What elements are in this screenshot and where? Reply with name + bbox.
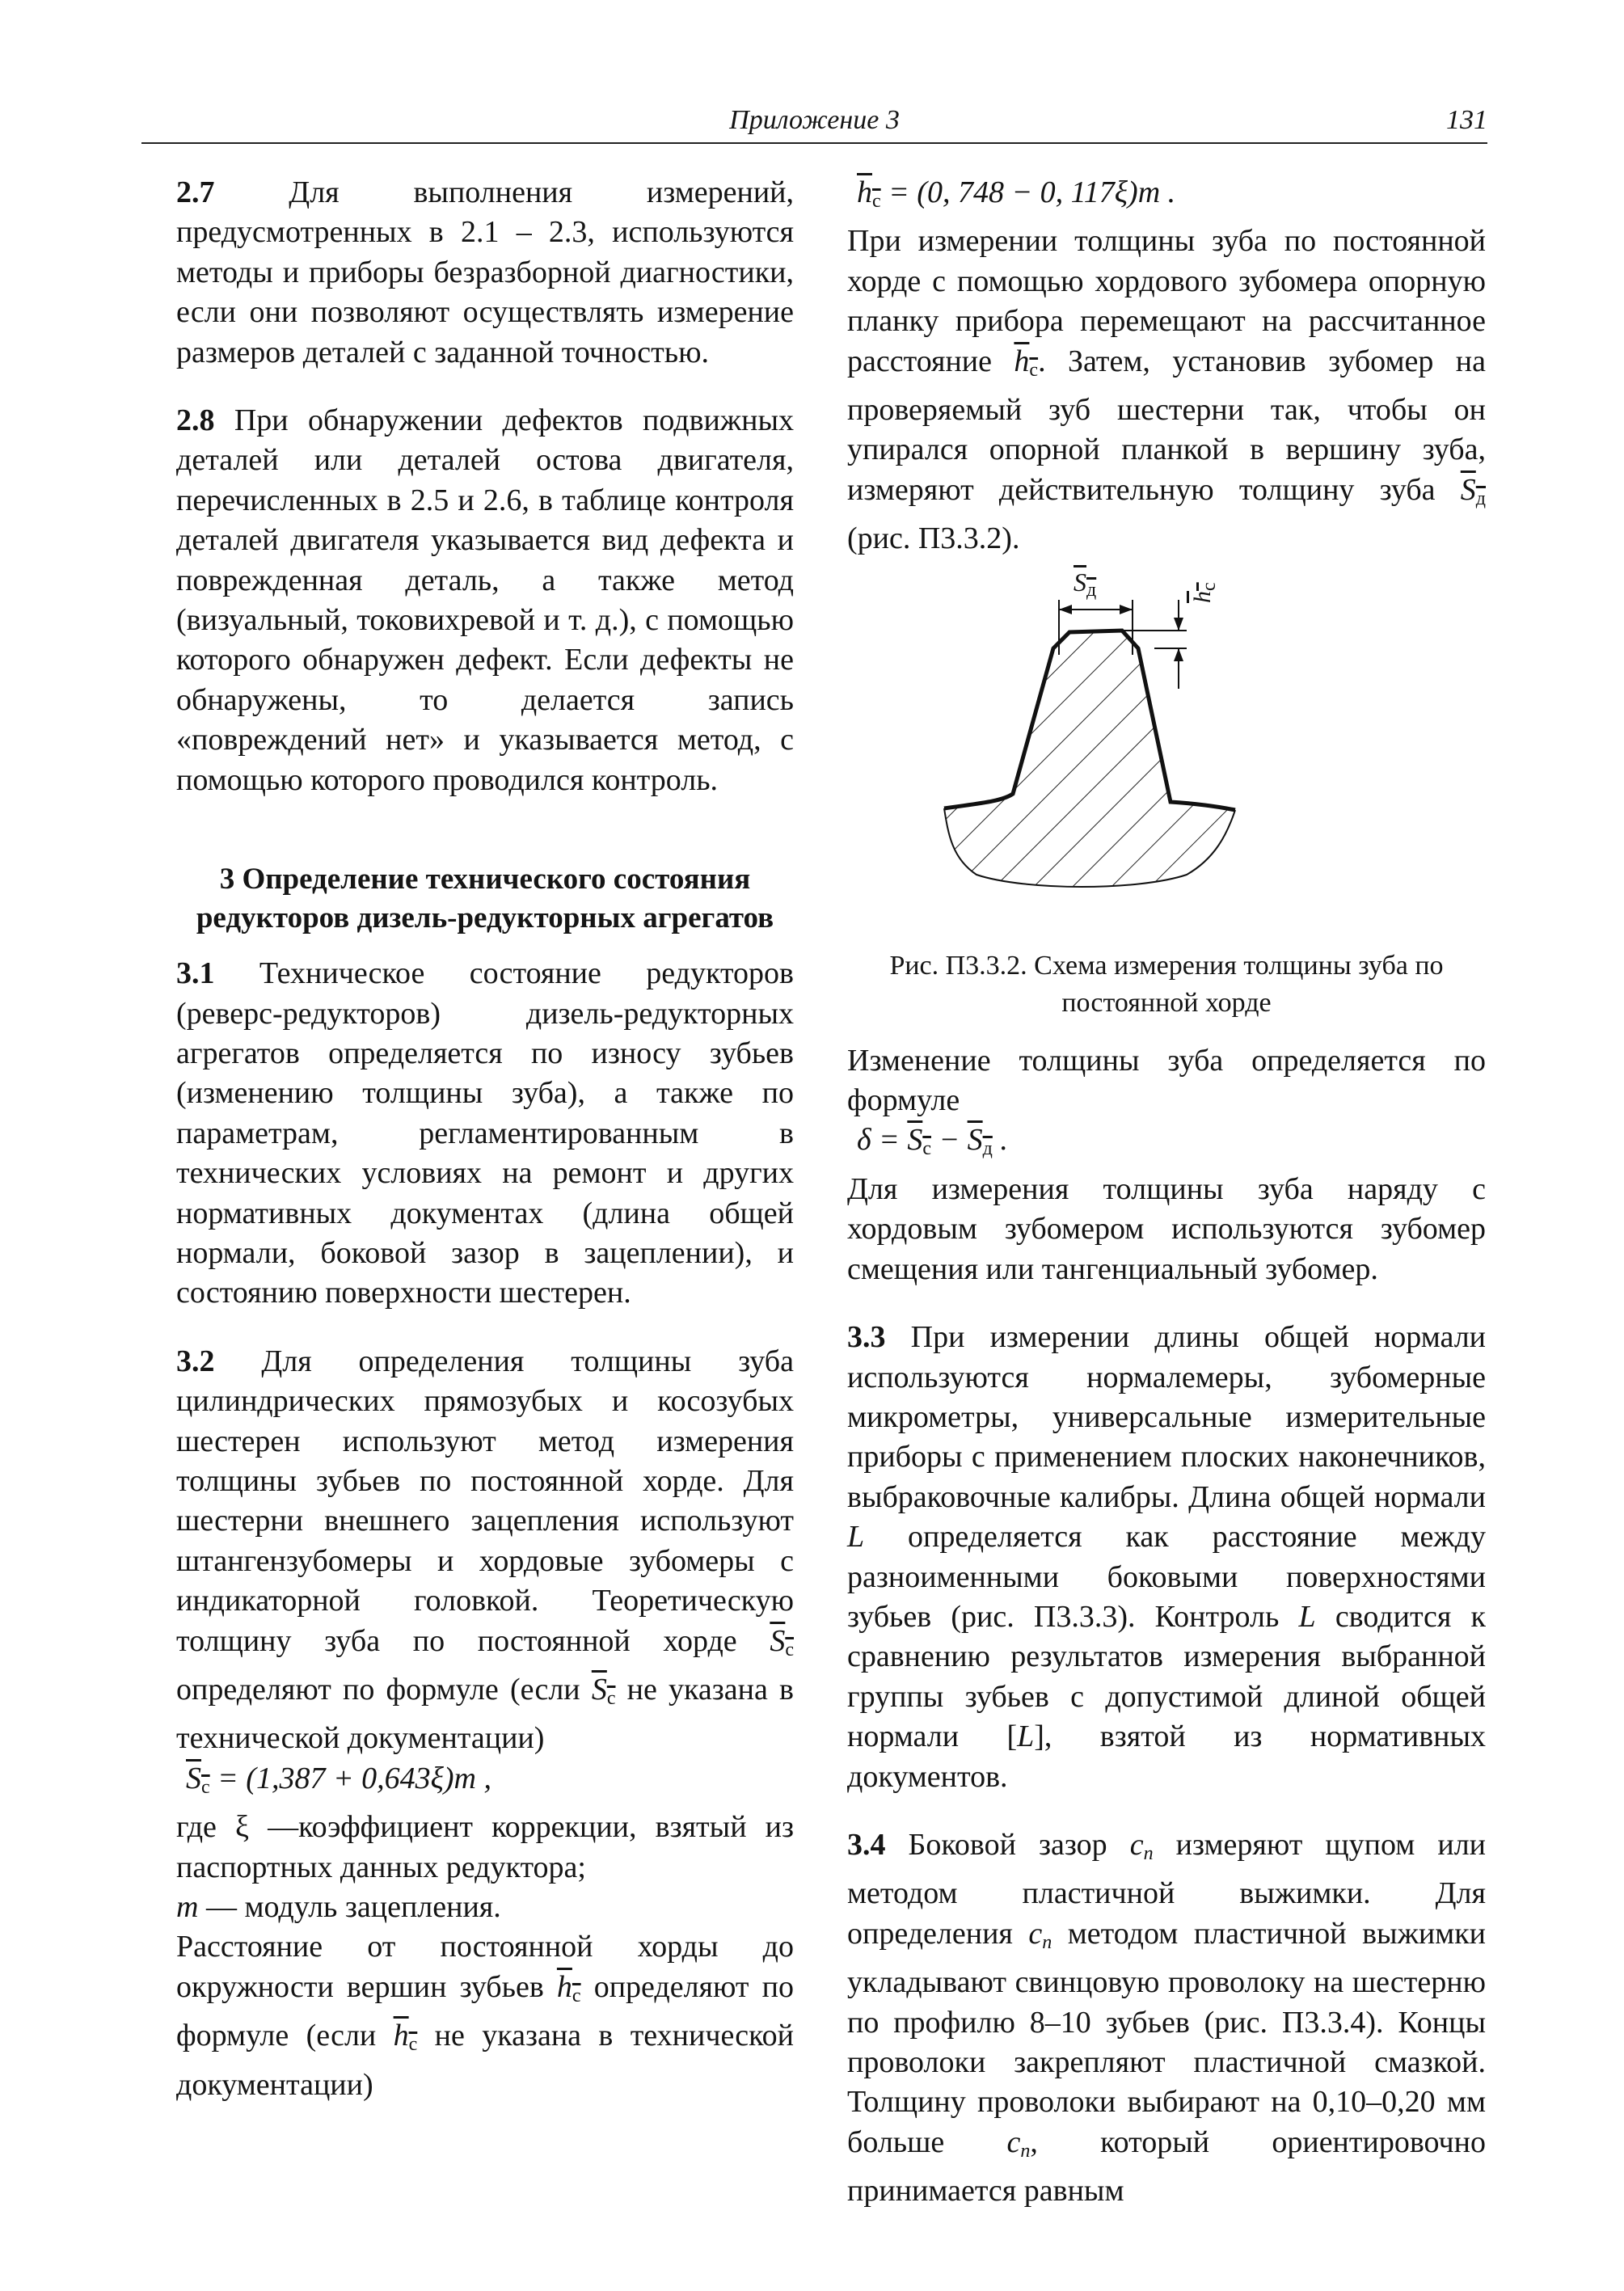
paragraph-3-2: 3.2 Для определения толщины зуба цилиндрических прямозубых и косозубых шестерен используют метод измерения толщины зубьев по постоянной хорде. Для шестерни внешнего зацепления используют штангензубомеры и хордовые зубомеры с индикаторной головкой. Теоретическую толщину зуба по постоянной хорде $S_c$ определяют по формуле (если $S_c$ не указана в технической документации) (176, 1344, 795, 1756)
figure-caption: Рис. П3.3.2. Схема измерения толщины зуба по постоянной хорде (889, 950, 1444, 1018)
section-heading: 3 Определение технического состояния редукторов дизель-редукторных агрегатов (196, 863, 774, 935)
symbol-hc: $h_c$ (556, 1969, 581, 2006)
left-column (176, 173, 794, 2105)
formula-delta: $\delta = S_c - S_д$ . (857, 1123, 1008, 1160)
paragraph-3-1: 3.1 Техническое состояние редукторов (реверс-редукторов) дизель-редукторных агрегатов определяется по износу зубьев (изменению толщины зуба), а также по параметрам, регламентированным в технических условиях на ремонт и других нормативных документах (длина общей нормали, боковой зазор в зацеплении), и состоянию поверхности шестерен. (176, 956, 794, 1310)
symbol-Sc: $S_c$ (591, 1673, 616, 1709)
figure-tooth-chord (847, 567, 1486, 939)
formula-Sc: $S_c = (1,387 + 0,643\xi)m$ , (186, 1761, 491, 1798)
paragraph-change: Изменение толщины зуба определяется по формуле (847, 1043, 1486, 1118)
paragraph-3-4: 3.4 Боковой зазор $c_n$ измеряют щупом или методом пластичной выжимки. Для определения $c_n$ методом пластичной выжимки укладывают свинцовую проволоку на шестерню по профилю 8–10 зубьев (рис. П3.3.4). Концы проволоки закрепляют пластичной смазкой. Толщину проволоки выбирают на 0,10–0,20 мм больше $c_n$, который ориентировочно принимается равным (847, 1827, 1487, 2209)
paragraph-chord-gauge: Для измерения толщины зуба наряду с хордовым зубомером используются зубомер смещения или тангенциальный зубомер. (847, 1171, 1486, 1286)
paragraph-3-3: 3.3 При измерении длины общей нормали используются нормалемеры, зубомерные микрометры, универсальные измерительные приборы с применением плоских наконечников, выбраковочные калибры. Длина общей нормали L определяется как расстояние между разноименными боковыми поверхностями зубьев (рис. П3.3.3). Контроль L сводится к сравнению результатов измерения выбранной группы зубьев с допустимой длиной общей нормали [L], взятой из нормативных документов. (847, 1320, 1487, 1794)
symbol-hc: $h_c$ (393, 2019, 418, 2056)
paragraph-2-7: 2.7 Для выполнения измерений, предусмотренных в 2.1 – 2.3, используются методы и приборы безразборной диагностики, если они позволяют осуществлять измерение размеров деталей с заданной точностью. (176, 175, 794, 369)
formula-hc: $h_c = (0$, 748 − 0, 117ξ)m . (857, 175, 1176, 212)
page-header (141, 103, 1487, 144)
where-m: m — модуль зацепления. (176, 1890, 501, 1925)
symbol-hc: $h_c$ (1014, 344, 1039, 381)
tooth-diagram (847, 567, 1486, 939)
where-xi: где ξ —коэффициент коррекции, взятый из паспортных данных редуктора; (176, 1810, 794, 1884)
tooth-hatch (944, 631, 1235, 887)
symbol-Sc: $S_c$ (770, 1623, 794, 1660)
label-Sd: $S_д$ (1074, 567, 1097, 601)
paragraph-distance: Расстояние от постоянной хорды до окружности вершин зубьев $h_c$ определяют по формуле (если $h_c$ не указана в технической документации) (176, 1930, 794, 2102)
running-title: Приложение 3 (729, 105, 900, 135)
paragraph-2-8: 2.8 При обнаружении дефектов подвижных деталей или деталей остова двигателя, перечисленных в 2.5 и 2.6, в таблице контроля деталей двигателя указывается вид дефекта и поврежденная деталь, а также метод (визуальный, токовихревой и т. д.), с помощью которого обнаружен дефект. Если дефекты не обнаружены, то делается запись «повреждений нет» и указывается метод, с помощью которого проводился контроль. (176, 403, 794, 797)
paragraph-measurement: При измерении толщины зуба по постоянной хорде с помощью хордового зубомера опорную планку прибора перемещают на рассчитанное расстояние $h_c$. Затем, установив зубомер на проверяемый зуб шестерни так, чтобы он упирался опорной планкой в вершину зуба, измеряют действительную толщину зуба $S_д$ (рис. П3.3.2). (847, 224, 1486, 556)
right-column (847, 173, 1486, 2212)
label-hc: $h_c$ (1189, 582, 1220, 603)
page-number: 131 (1446, 105, 1487, 135)
symbol-Sd: $S_д$ (1460, 472, 1486, 509)
